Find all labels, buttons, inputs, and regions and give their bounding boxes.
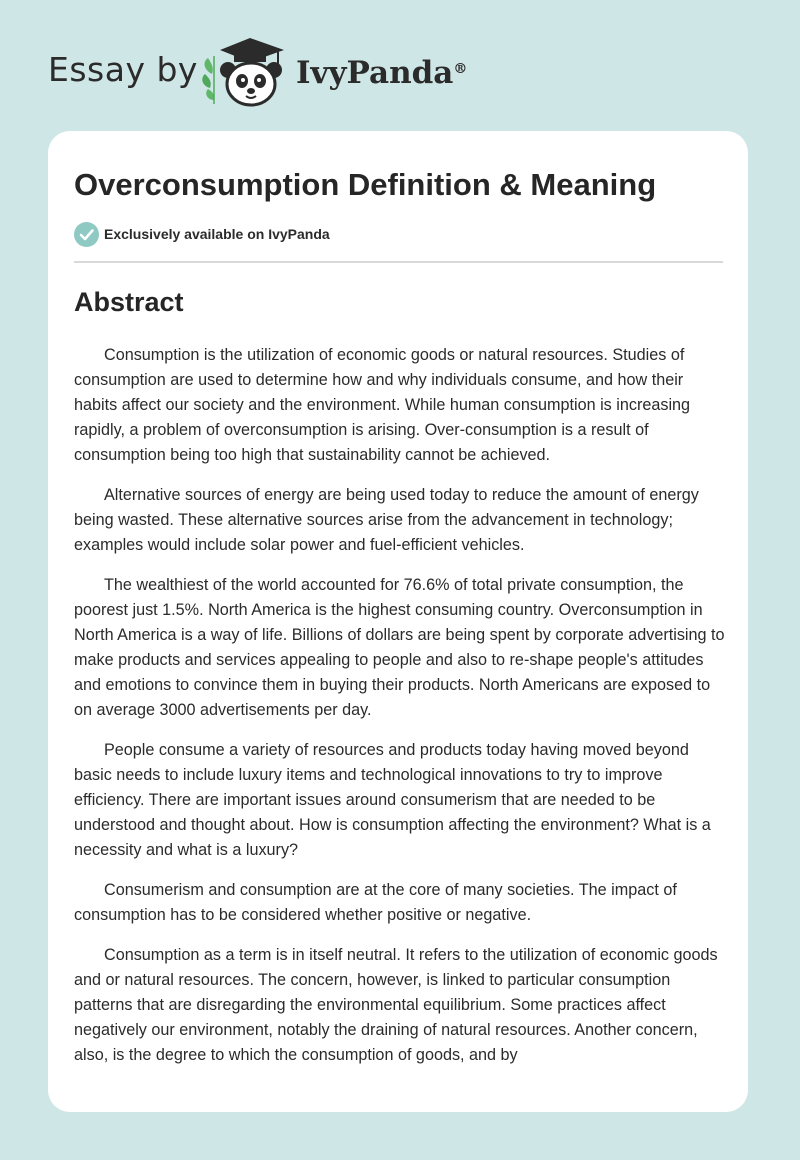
check-circle-icon bbox=[74, 222, 99, 247]
paragraph: The wealthiest of the world accounted for 76.6% of total private consumption, the poorest just 1.5%. North America is the highest consuming country. Overconsumption in North America is a way of life. Billions of dollars are being spent by corporate advertising to make products and services appealing to people and also to re-shape people's attitudes and emotions to convince them in buying their products. North Americans are exposed to on average 3000 advertisements per day. bbox=[74, 576, 725, 719]
badge-label: Exclusively available on IvyPanda bbox=[104, 226, 330, 242]
paragraph: Consumption is the utilization of economic goods or natural resources. Studies of consumption are used to determine how and why individuals consume, and how their habits affect our society and the environment. While human consumption is increasing rapidly, a problem of overconsumption is arising. Over-consumption is a result of consumption being too high that sustainability cannot be achieved. bbox=[74, 346, 691, 464]
registered-mark: ® bbox=[453, 61, 468, 77]
essay-card bbox=[48, 131, 748, 1112]
divider bbox=[74, 261, 723, 263]
section-heading: Abstract bbox=[74, 287, 184, 317]
paragraph: Consumption as a term is in itself neutral. It refers to the utilization of economic goods and or natural resources. The concern, however, is linked to particular consumption patterns that are disregarding the environmental equilibrium. Some practices affect negatively our environment, notably the draining of natural resources. Another concern, also, is the degree to which the consumption of goods, and by bbox=[74, 946, 718, 1064]
page-title: Overconsumption Definition & Meaning bbox=[74, 167, 657, 202]
exclusive-badge bbox=[74, 221, 330, 247]
panda-logo-icon[interactable] bbox=[198, 34, 294, 110]
brand-name[interactable] bbox=[296, 54, 467, 92]
site-header bbox=[0, 0, 800, 130]
paragraph: Alternative sources of energy are being used today to reduce the amount of energy being wasted. These alternative sources arise from the advancement in technology; examples would include solar power and fuel-efficient vehicles. bbox=[74, 486, 699, 554]
brand-prefix: Essay by bbox=[48, 50, 198, 89]
essay-body bbox=[74, 343, 726, 1083]
paragraph: Consumerism and consumption are at the core of many societies. The impact of consumption has to be considered whether positive or negative. bbox=[74, 881, 677, 924]
paragraph: People consume a variety of resources and products today having moved beyond basic needs to include luxury items and technological innovations to try to improve efficiency. There are important issues around consumerism that are needed to be understood and thought about. How is consumption affecting the environment? What is a necessity and what is a luxury? bbox=[74, 741, 711, 859]
brand-name-text: IvyPanda bbox=[296, 55, 454, 91]
